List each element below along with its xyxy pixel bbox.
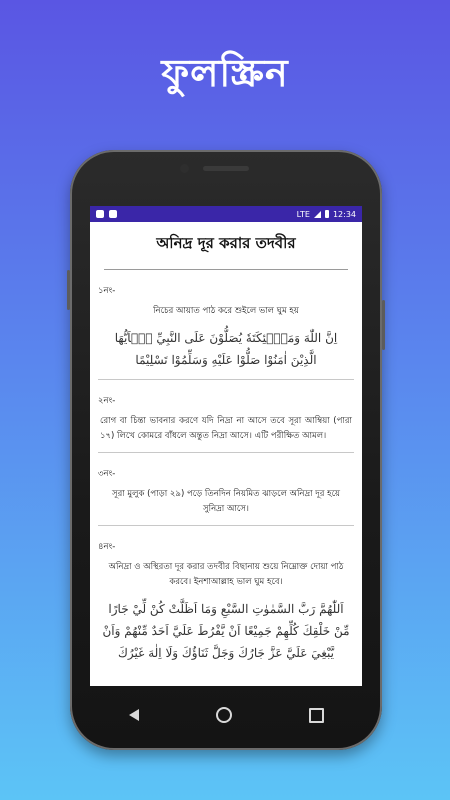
section-number: ৪নং- — [98, 542, 116, 552]
section-number: ১নং- — [98, 286, 116, 296]
back-icon[interactable] — [129, 709, 139, 721]
volume-button — [67, 270, 70, 310]
android-icon — [109, 210, 117, 218]
phone-frame — [70, 150, 382, 750]
battery-icon — [325, 210, 329, 218]
network-type: LTE — [296, 209, 310, 219]
front-camera — [180, 164, 189, 173]
section-text: নিচের আয়াত পাঠ করে শুইলে ভাল ঘুম হয় — [153, 306, 299, 316]
arabic-dua: اَللّٰهُمَّ رَبَّ السَّمٰوٰتِ السَّبْعِ وَمَا اَظَلَّتْ كُنْ لِّيْ جَارًا مِّنْ خَلْقِكَ كُلِّهِمْ جَمِيْعًا اَنْ يَّفْرُطَ عَلَيَّ اَحَدٌ مِّنْهُمْ وَاَنْ يَّبْغِيَ عَلَيَّ عَزَّ جَارُكَ وَجَلَّ ثَنَاؤُكَ وَلَا اِلٰهَ غَيْرُكَ — [102, 602, 350, 660]
section-3 — [98, 453, 354, 526]
section-number: ২নং- — [98, 396, 116, 406]
home-icon[interactable] — [216, 707, 232, 723]
article-content[interactable] — [90, 222, 362, 672]
status-bar — [90, 206, 362, 222]
power-button — [382, 300, 385, 350]
promo-title: ফুলস্ক্রিন — [161, 51, 289, 95]
signal-icon — [314, 211, 321, 218]
notification-icon — [96, 210, 104, 218]
clock: 12:34 — [332, 209, 356, 219]
page-title: অনিদ্র দূর করার তদবীর — [104, 222, 348, 270]
section-2 — [98, 380, 354, 453]
section-text: সূরা মুলুক (পাড়া ২৯) পড়ে তিনদিন নিয়মিত ঝাড়লে অনিদ্রা দূর হয়ে সুনিদ্রা আসে। — [111, 489, 341, 514]
arabic-verse: اِنَّ اللّٰهَ وَمَلٰۤئِكَتَهٗ يُصَلُّوْنَ عَلَى النَّبِيِّ يٰۤاَيُّهَا الَّذِيْنَ اٰمَنُوْا صَلُّوْا عَلَيْهِ وَسَلِّمُوْا تَسْلِيْمًا — [114, 331, 338, 367]
earpiece-speaker — [203, 166, 249, 171]
navigation-bar — [90, 690, 362, 740]
phone-screen — [90, 206, 362, 686]
section-1 — [98, 270, 354, 380]
recent-apps-icon[interactable] — [309, 708, 324, 723]
section-text: রোগ বা চিন্তা ভাবনার করণে যদি নিদ্রা না আসে তবে সূরা আম্বিয়া (পারা ১৭) লিখে কোমরে বাঁধলে অন্তুত নিদ্রা আসে। এটি পরীক্ষিত আমল। — [100, 416, 352, 441]
section-text: অনিদ্রা ও অস্থিরতা দূর করার তদবীর বিছানায় শুয়ে নিম্নোক্ত দোয়া পাঠ করবে। ইনশাআল্লাহ ভাল ঘুম হবে। — [108, 562, 344, 587]
section-4 — [98, 526, 354, 672]
section-number: ৩নং- — [98, 469, 116, 479]
